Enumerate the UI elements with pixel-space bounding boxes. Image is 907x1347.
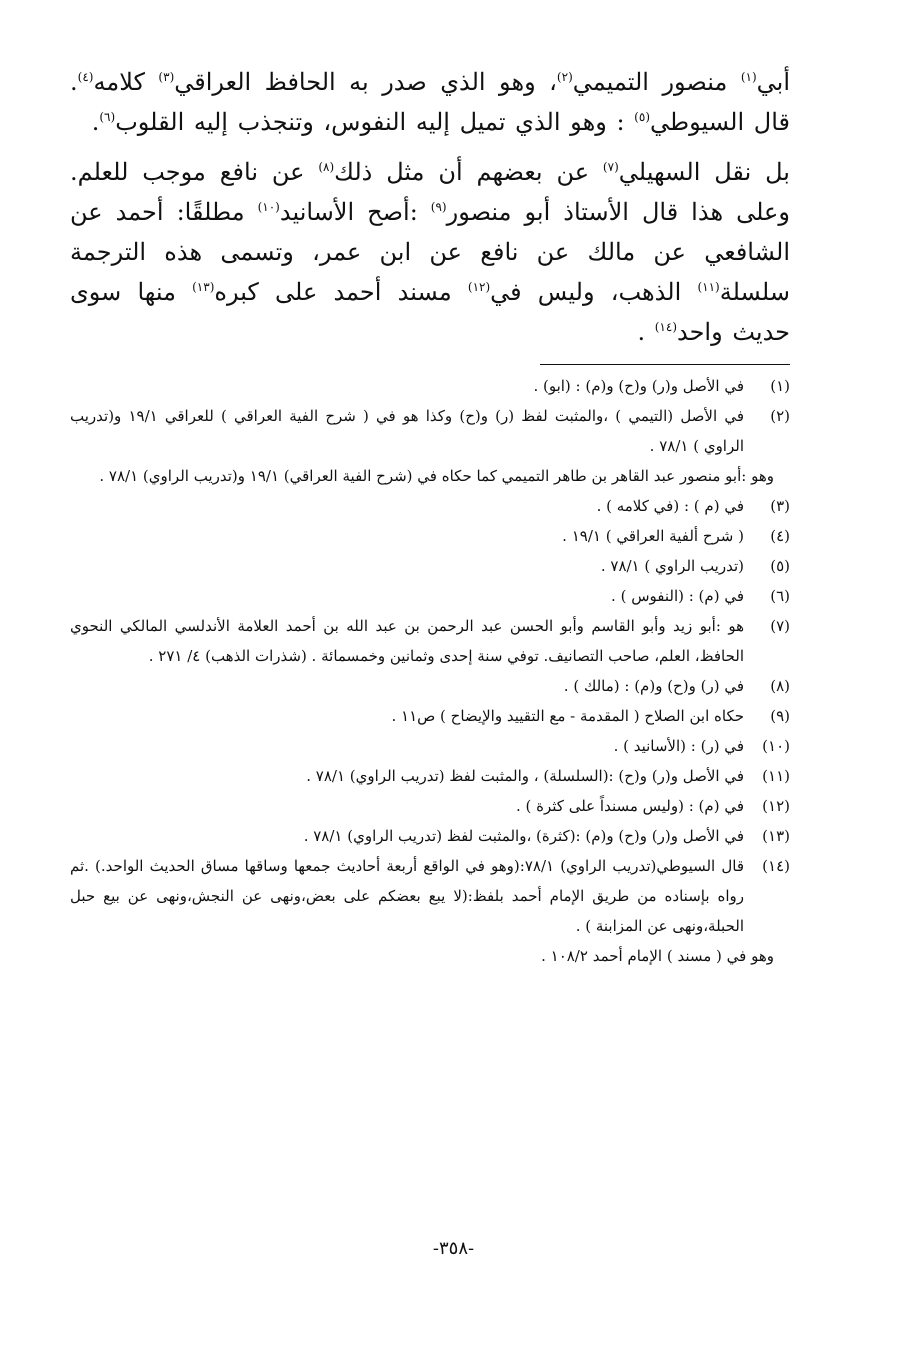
text-run: . (637, 318, 646, 346)
footnote-text: في (ر) : (الأسانيد ) . (613, 737, 744, 755)
footnote-number: (١١) (762, 767, 790, 785)
footnote-text: وهو في ( مسند ) الإمام أحمد ١٠٨/٢ . (541, 947, 774, 965)
footnote (70, 761, 790, 791)
footnote-number: (٩) (770, 707, 790, 725)
footnote-mark: (٦) (99, 110, 116, 124)
paragraph-1 (70, 62, 790, 142)
footnote (70, 821, 790, 851)
footnote-text: في الأصل و(ر) و(ح) و(م) : (ابو) . (533, 377, 744, 395)
footnote (70, 791, 790, 821)
footnote (70, 671, 790, 701)
footnote-number: (١٠) (762, 737, 790, 755)
page (70, 62, 790, 1292)
footnote-number: (٥) (770, 557, 790, 575)
page-number: -٣٥٨- (432, 1238, 475, 1259)
footnote-text: (تدريب الراوي ) ٧٨/١ . (600, 557, 744, 575)
text-run: منها سوى حديث واحد (70, 278, 790, 346)
footnote-mark: (٩) (430, 200, 447, 214)
footnote (70, 521, 790, 551)
footnote-text: في الأصل و(ر) و(ح) و(م) :(كثرة) ،والمثبت لفظ (تدريب الراوي) ٧٨/١ . (303, 827, 744, 845)
footnote-mark: (١٣) (192, 280, 215, 294)
text-run: . قال السيوطي (70, 68, 790, 136)
footnote-mark: (١٠) (257, 200, 280, 214)
footnote-mark: (٤) (77, 70, 94, 84)
footnote-text: في الأصل (التيمي ) ،والمثبت لفظ (ر) و(ح) وكذا هو في ( شرح الفية العراقي ) للعراقي ١٩/١ و(تدريب الراوي ) ٧٨/١ . (70, 407, 744, 455)
footnote-text: هو :أبو زيد وأبو القاسم وأبو الحسن عبد الرحمن بن عبد الله بن أحمد العلامة الأندلسي المالكي النحوي الحافظ، العلم، صاحب التصانيف. توفي سنة إحدى وثمانين وخمسمائة . (شذرات الذهب) ٤/ ٢٧١ . (70, 617, 744, 665)
text-run: الذهب، وليس في (490, 278, 682, 306)
footnote-number: (٨) (770, 677, 790, 695)
footnote-divider (540, 364, 790, 365)
footnote-number: (٧) (770, 617, 790, 635)
footnote-number: (٢) (770, 407, 790, 425)
footnote-mark: (٣) (158, 70, 175, 84)
footnote-number: (٦) (770, 587, 790, 605)
footnote-text: في (م ) : (في كلامه ) . (596, 497, 744, 515)
text-run: :أصح الأسانيد (279, 198, 418, 226)
footnote-number: (١) (770, 377, 790, 395)
footnote-number: (٤) (770, 527, 790, 545)
footnote-mark: (١) (740, 70, 757, 84)
footnote-text: في (ر) و(ح) و(م) : (مالك ) . (563, 677, 744, 695)
text-run: منصور التميمي (572, 68, 728, 96)
footnotes (70, 371, 790, 971)
footnote (70, 611, 790, 671)
text-run: بل نقل السهيلي (618, 158, 790, 186)
footnote-mark: (١١) (697, 280, 720, 294)
text-run: : وهو الذي تميل إليه النفوس، وتنجذب إليه القلوب (115, 108, 625, 136)
text-run: . (91, 108, 100, 136)
text-run: مطلقًا: أحمد عن الشافعي عن مالك عن نافع عن ابن عمر، وتسمى هذه الترجمة سلسلة (70, 198, 790, 306)
text-run: عن نافع موجب للعلم. وعلى هذا قال الأستاذ أبو منصور (70, 158, 790, 226)
text-run: أبي⁠ (756, 68, 791, 96)
footnote (70, 581, 790, 611)
footnote (70, 551, 790, 581)
footnote-number: (٣) (770, 497, 790, 515)
footnote (70, 851, 790, 941)
text-run: مسند أحمد على كبره (214, 278, 452, 306)
footnote (70, 701, 790, 731)
paragraph-2 (70, 152, 790, 352)
text-run: عن بعضهم أن مثل ذلك (334, 158, 590, 186)
footnote (70, 371, 790, 401)
footnote-text: في (م) : (وليس مسنداً على كثرة ) . (515, 797, 744, 815)
footnote-mark: (٨) (318, 160, 335, 174)
footnote-text: حكاه ابن الصلاح ( المقدمة - مع التقييد والإيضاح ) ص١١ . (391, 707, 744, 725)
footnote-mark: (٥) (634, 110, 650, 124)
footnote-number: (١٣) (762, 827, 790, 845)
footnote-mark: (١٤) (654, 320, 677, 334)
footnote-text: في الأصل و(ر) و(ح) :(السلسلة) ، والمثبت لفظ (تدريب الراوي) ٧٨/١ . (306, 767, 744, 785)
footnote-mark: (٧) (602, 160, 619, 174)
text-run: كلامه (93, 68, 145, 96)
footnote (70, 401, 790, 461)
footnote-text: قال السيوطي(تدريب الراوي) ٧٨/١:(وهو في الواقع أربعة أحاديث جمعها وساقها مساق الحديث الواحد.) .ثم رواه بإسناده من طريق الإمام أحمد بلفظ:(لا يبع بعضكم على بعض،ونهى عن النجش،ونهى عن بيع حبل الحبلة،ونهى عن المزابنة ) . (70, 857, 744, 935)
footnote-mark: (٢) (556, 70, 573, 84)
footnote (70, 491, 790, 521)
footnote (70, 731, 790, 761)
footnote-continuation (70, 941, 790, 971)
footnote-number: (١٢) (762, 797, 790, 815)
footnote-continuation (70, 461, 790, 491)
footnote-text: في (م) : (النفوس ) . (611, 587, 744, 605)
footnote-mark: (١٢) (467, 280, 491, 294)
footnote-text: ( شرح ألفية العراقي ) ١٩/١ . (562, 527, 744, 545)
main-text (70, 62, 790, 352)
text-run: ، وهو الذي صدر به الحافظ العراقي (174, 68, 557, 96)
footnote-text: وهو :أبو منصور عبد القاهر بن طاهر التميمي كما حكاه في (شرح الفية العراقي) ١٩/١ و(تدريب الراوي) ٧٨/١ . (99, 467, 774, 485)
footnote-number: (١٤) (762, 857, 790, 875)
